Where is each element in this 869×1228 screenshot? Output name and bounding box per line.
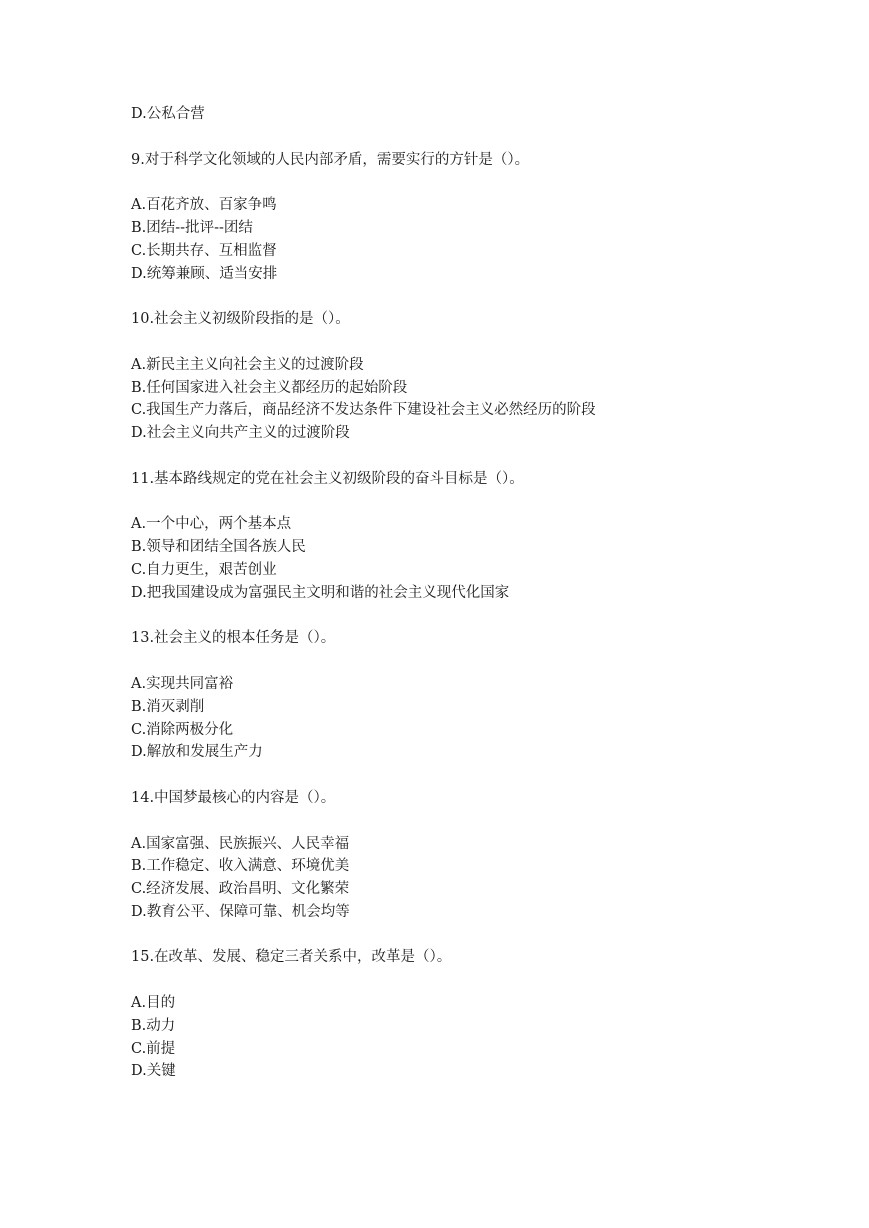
option-d: D.解放和发展生产力 (131, 744, 263, 761)
option-c: C.我国生产力落后，商品经济不发达条件下建设社会主义必然经历的阶段 (131, 402, 596, 419)
spacer (131, 491, 831, 514)
question-stem: 10.社会主义初级阶段指的是（）。 (131, 311, 350, 328)
option-b: B.团结--批评--团结 (131, 219, 253, 236)
spacer (131, 764, 831, 787)
question-11 (131, 468, 831, 605)
option-c: C.消除两极分化 (131, 721, 234, 738)
question-10 (131, 308, 831, 445)
previous-option-d: D.公私合营 (131, 106, 205, 122)
option-a: A.一个中心，两个基本点 (131, 516, 292, 533)
question-13 (131, 627, 831, 764)
option-d: D.教育公平、保障可靠、机会均等 (131, 903, 350, 920)
option-c: C.自力更生，艰苦创业 (131, 561, 277, 578)
option-d: D.社会主义向共产主义的过渡阶段 (131, 425, 350, 442)
spacer (131, 605, 831, 628)
option-c: C.经济发展、政治昌明、文化繁荣 (131, 881, 350, 898)
option-c: C.前提 (131, 1040, 176, 1057)
option-d: D.统筹兼顾、适当安排 (131, 265, 278, 282)
spacer (131, 445, 831, 468)
option-b: B.工作稳定、收入满意、环境优美 (131, 858, 350, 875)
question-stem: 9.对于科学文化领域的人民内部矛盾，需要实行的方针是（）。 (131, 151, 530, 168)
question-9 (131, 149, 831, 286)
exam-page (131, 103, 831, 1083)
option-a: A.目的 (131, 995, 176, 1012)
option-b: B.动力 (131, 1017, 176, 1034)
question-stem: 11.基本路线规定的党在社会主义初级阶段的奋斗目标是（）。 (131, 470, 524, 487)
spacer (131, 650, 831, 673)
question-15 (131, 946, 831, 1083)
spacer (131, 171, 831, 194)
option-a: A.国家富强、民族振兴、人民幸福 (131, 835, 350, 852)
option-b: B.领导和团结全国各族人民 (131, 539, 306, 556)
spacer (131, 810, 831, 833)
question-stem: 13.社会主义的根本任务是（）。 (131, 630, 336, 647)
option-c: C.长期共存、互相监督 (131, 242, 277, 259)
spacer (131, 331, 831, 354)
option-b: B.任何国家进入社会主义都经历的起始阶段 (131, 379, 408, 396)
question-stem: 15.在改革、发展、稳定三者关系中，改革是（）。 (131, 949, 452, 966)
spacer (131, 126, 831, 149)
question-stem: 14.中国梦最核心的内容是（）。 (131, 789, 336, 806)
option-a: A.实现共同富裕 (131, 675, 234, 692)
spacer (131, 285, 831, 308)
question-14 (131, 787, 831, 924)
option-a: A.新民主主义向社会主义的过渡阶段 (131, 356, 364, 373)
option-b: B.消灭剥削 (131, 698, 205, 715)
option-a: A.百花齐放、百家争鸣 (131, 197, 277, 214)
option-d: D.把我国建设成为富强民主文明和谐的社会主义现代化国家 (131, 584, 510, 601)
spacer (131, 924, 831, 947)
spacer (131, 969, 831, 992)
option-d: D.关键 (131, 1063, 176, 1080)
